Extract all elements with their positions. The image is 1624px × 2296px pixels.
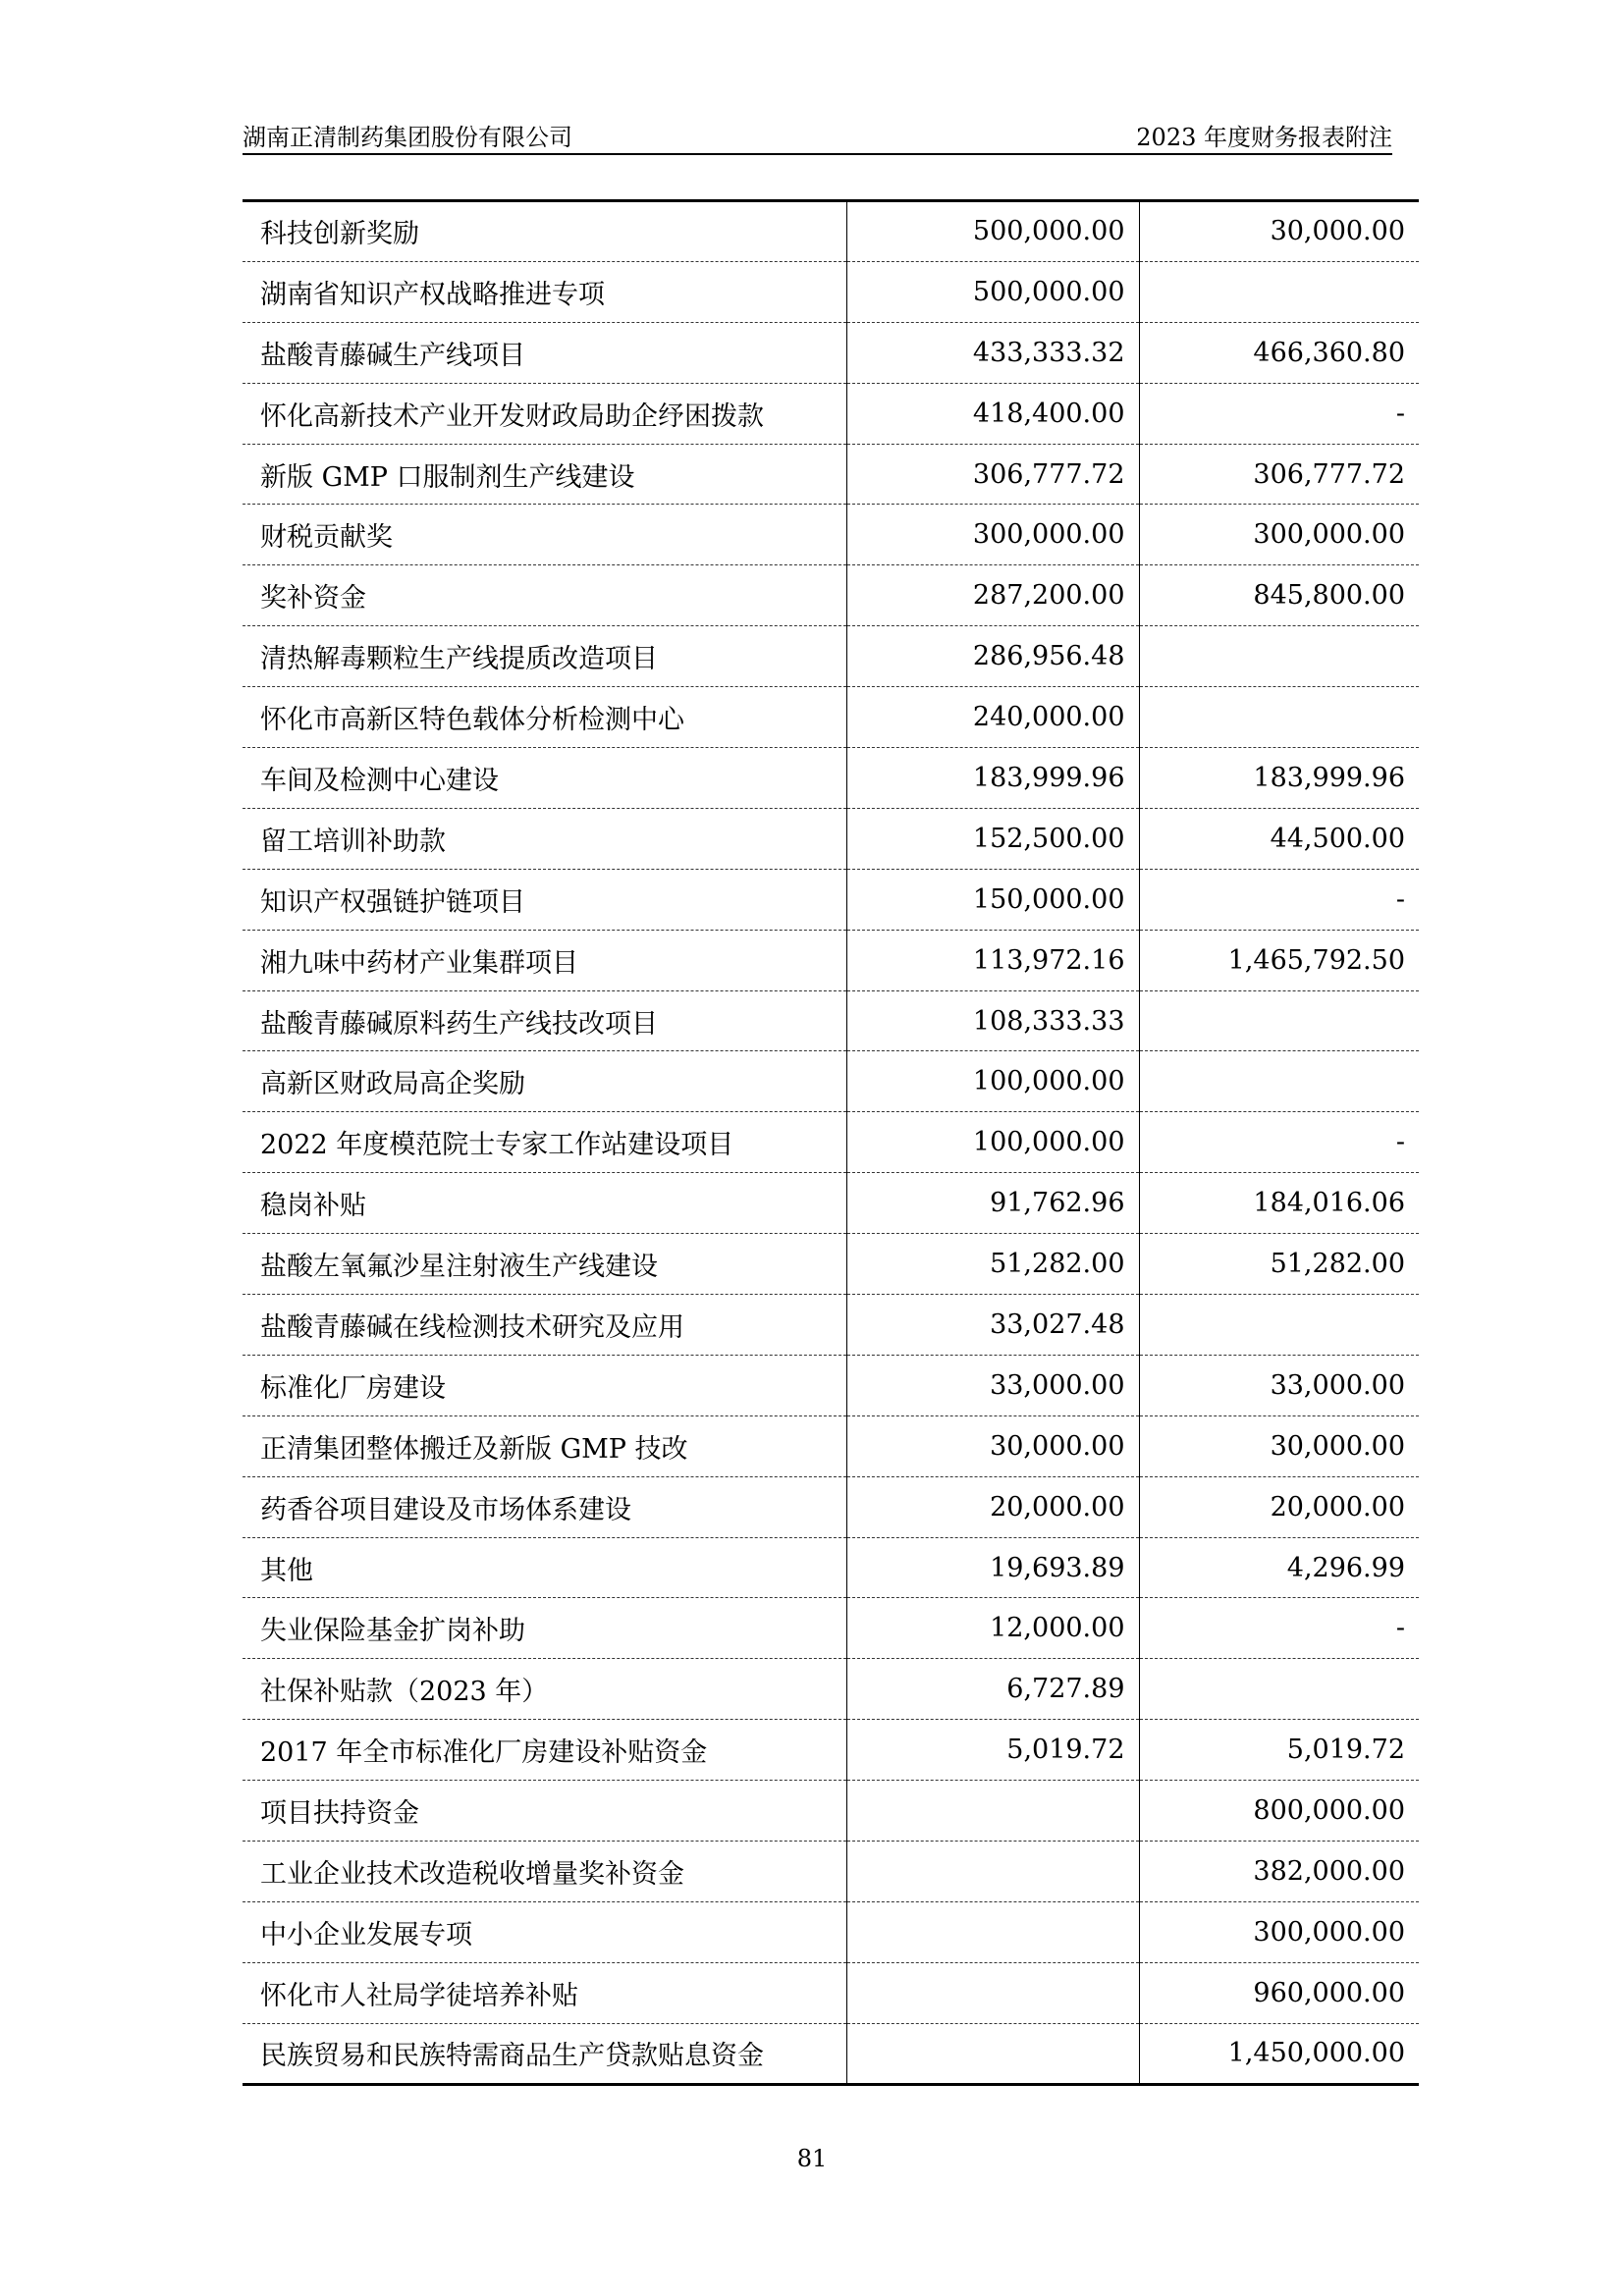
prior-amount-cell: 306,777.72: [1139, 444, 1419, 505]
item-name-cell: 高新区财政局高企奖励: [243, 1051, 846, 1112]
current-amount-cell: 500,000.00: [846, 201, 1139, 262]
page-number: 81: [796, 2145, 828, 2172]
prior-amount-cell: 1,450,000.00: [1139, 2023, 1419, 2084]
current-amount-cell: 300,000.00: [846, 505, 1139, 565]
prior-amount-cell: [1139, 1295, 1419, 1356]
item-name-cell: 工业企业技术改造税收增量奖补资金: [243, 1842, 846, 1902]
item-name-cell: 留工培训补助款: [243, 808, 846, 869]
item-name-cell: 财税贡献奖: [243, 505, 846, 565]
table-row: [243, 565, 1419, 626]
current-amount-cell: 240,000.00: [846, 687, 1139, 748]
table-row: [243, 322, 1419, 383]
table-row: [243, 1781, 1419, 1842]
current-amount-cell: [846, 1781, 1139, 1842]
company-name: 湖南正清制药集团股份有限公司: [243, 124, 572, 151]
current-amount-cell: 33,000.00: [846, 1355, 1139, 1415]
table-row: [243, 1295, 1419, 1356]
prior-amount-cell: -: [1139, 383, 1419, 444]
table-row: [243, 201, 1419, 262]
prior-amount-cell: [1139, 1051, 1419, 1112]
item-name-cell: 湖南省知识产权战略推进专项: [243, 261, 846, 322]
item-name-cell: 怀化高新技术产业开发财政局助企纾困拨款: [243, 383, 846, 444]
current-amount-cell: 33,027.48: [846, 1295, 1139, 1356]
item-name-cell: 盐酸青藤碱在线检测技术研究及应用: [243, 1295, 846, 1356]
prior-amount-cell: -: [1139, 1598, 1419, 1659]
table-row: [243, 1962, 1419, 2023]
page-header: [243, 114, 1392, 155]
prior-amount-cell: 466,360.80: [1139, 322, 1419, 383]
prior-amount-cell: 20,000.00: [1139, 1476, 1419, 1537]
table-row: [243, 1598, 1419, 1659]
current-amount-cell: 152,500.00: [846, 808, 1139, 869]
current-amount-cell: 5,019.72: [846, 1720, 1139, 1781]
prior-amount-cell: [1139, 261, 1419, 322]
current-amount-cell: 183,999.96: [846, 748, 1139, 809]
current-amount-cell: [846, 2023, 1139, 2084]
item-name-cell: 怀化市高新区特色载体分析检测中心: [243, 687, 846, 748]
item-name-cell: 怀化市人社局学徒培养补贴: [243, 1962, 846, 2023]
current-amount-cell: 12,000.00: [846, 1598, 1139, 1659]
item-name-cell: 知识产权强链护链项目: [243, 869, 846, 930]
table-row: [243, 990, 1419, 1051]
item-name-cell: 科技创新奖励: [243, 201, 846, 262]
table-row: [243, 748, 1419, 809]
table-row: [243, 1112, 1419, 1173]
table-row: [243, 1173, 1419, 1234]
prior-amount-cell: 845,800.00: [1139, 565, 1419, 626]
current-amount-cell: 100,000.00: [846, 1051, 1139, 1112]
current-amount-cell: 20,000.00: [846, 1476, 1139, 1537]
current-amount-cell: 91,762.96: [846, 1173, 1139, 1234]
prior-amount-cell: -: [1139, 1112, 1419, 1173]
table-row: [243, 1234, 1419, 1295]
table-row: [243, 1901, 1419, 1962]
table-row: [243, 1659, 1419, 1720]
current-amount-cell: 6,727.89: [846, 1659, 1139, 1720]
current-amount-cell: 108,333.33: [846, 990, 1139, 1051]
prior-amount-cell: 300,000.00: [1139, 1901, 1419, 1962]
current-amount-cell: 500,000.00: [846, 261, 1139, 322]
prior-amount-cell: 30,000.00: [1139, 201, 1419, 262]
item-name-cell: 2022 年度模范院士专家工作站建设项目: [243, 1112, 846, 1173]
current-amount-cell: 433,333.32: [846, 322, 1139, 383]
table-row: [243, 869, 1419, 930]
prior-amount-cell: [1139, 1659, 1419, 1720]
prior-amount-cell: 5,019.72: [1139, 1720, 1419, 1781]
table-row: [243, 505, 1419, 565]
table-row: [243, 1415, 1419, 1476]
table-row: [243, 261, 1419, 322]
item-name-cell: 2017 年全市标准化厂房建设补贴资金: [243, 1720, 846, 1781]
current-amount-cell: 100,000.00: [846, 1112, 1139, 1173]
current-amount-cell: [846, 1842, 1139, 1902]
item-name-cell: 其他: [243, 1537, 846, 1598]
item-name-cell: 奖补资金: [243, 565, 846, 626]
table-row: [243, 1842, 1419, 1902]
prior-amount-cell: 800,000.00: [1139, 1781, 1419, 1842]
item-name-cell: 车间及检测中心建设: [243, 748, 846, 809]
item-name-cell: 正清集团整体搬迁及新版 GMP 技改: [243, 1415, 846, 1476]
current-amount-cell: [846, 1962, 1139, 2023]
item-name-cell: 标准化厂房建设: [243, 1355, 846, 1415]
table-row: [243, 626, 1419, 687]
prior-amount-cell: 382,000.00: [1139, 1842, 1419, 1902]
report-title: 2023 年度财务报表附注: [1136, 124, 1392, 151]
table-row: [243, 1537, 1419, 1598]
current-amount-cell: 286,956.48: [846, 626, 1139, 687]
prior-amount-cell: 51,282.00: [1139, 1234, 1419, 1295]
item-name-cell: 中小企业发展专项: [243, 1901, 846, 1962]
item-name-cell: 项目扶持资金: [243, 1781, 846, 1842]
item-name-cell: 盐酸青藤碱生产线项目: [243, 322, 846, 383]
prior-amount-cell: 4,296.99: [1139, 1537, 1419, 1598]
current-amount-cell: 19,693.89: [846, 1537, 1139, 1598]
item-name-cell: 湘九味中药材产业集群项目: [243, 930, 846, 990]
prior-amount-cell: 30,000.00: [1139, 1415, 1419, 1476]
prior-amount-cell: [1139, 687, 1419, 748]
current-amount-cell: 113,972.16: [846, 930, 1139, 990]
current-amount-cell: 418,400.00: [846, 383, 1139, 444]
item-name-cell: 清热解毒颗粒生产线提质改造项目: [243, 626, 846, 687]
table-row: [243, 383, 1419, 444]
table-row: [243, 1476, 1419, 1537]
item-name-cell: 社保补贴款（2023 年）: [243, 1659, 846, 1720]
current-amount-cell: 150,000.00: [846, 869, 1139, 930]
item-name-cell: 稳岗补贴: [243, 1173, 846, 1234]
prior-amount-cell: 183,999.96: [1139, 748, 1419, 809]
item-name-cell: 盐酸青藤碱原料药生产线技改项目: [243, 990, 846, 1051]
prior-amount-cell: [1139, 990, 1419, 1051]
table-row: [243, 1051, 1419, 1112]
prior-amount-cell: 300,000.00: [1139, 505, 1419, 565]
table-row: [243, 687, 1419, 748]
prior-amount-cell: 960,000.00: [1139, 1962, 1419, 2023]
prior-amount-cell: [1139, 626, 1419, 687]
government-grants-table: [243, 199, 1419, 2086]
prior-amount-cell: 1,465,792.50: [1139, 930, 1419, 990]
current-amount-cell: 51,282.00: [846, 1234, 1139, 1295]
item-name-cell: 药香谷项目建设及市场体系建设: [243, 1476, 846, 1537]
current-amount-cell: 30,000.00: [846, 1415, 1139, 1476]
table-row: [243, 1355, 1419, 1415]
table-row: [243, 444, 1419, 505]
prior-amount-cell: 44,500.00: [1139, 808, 1419, 869]
current-amount-cell: 306,777.72: [846, 444, 1139, 505]
table-row: [243, 2023, 1419, 2084]
item-name-cell: 民族贸易和民族特需商品生产贷款贴息资金: [243, 2023, 846, 2084]
table-row: [243, 1720, 1419, 1781]
item-name-cell: 失业保险基金扩岗补助: [243, 1598, 846, 1659]
table-row: [243, 930, 1419, 990]
item-name-cell: 新版 GMP 口服制剂生产线建设: [243, 444, 846, 505]
item-name-cell: 盐酸左氧氟沙星注射液生产线建设: [243, 1234, 846, 1295]
prior-amount-cell: -: [1139, 869, 1419, 930]
current-amount-cell: [846, 1901, 1139, 1962]
table-row: [243, 808, 1419, 869]
prior-amount-cell: 33,000.00: [1139, 1355, 1419, 1415]
prior-amount-cell: 184,016.06: [1139, 1173, 1419, 1234]
current-amount-cell: 287,200.00: [846, 565, 1139, 626]
